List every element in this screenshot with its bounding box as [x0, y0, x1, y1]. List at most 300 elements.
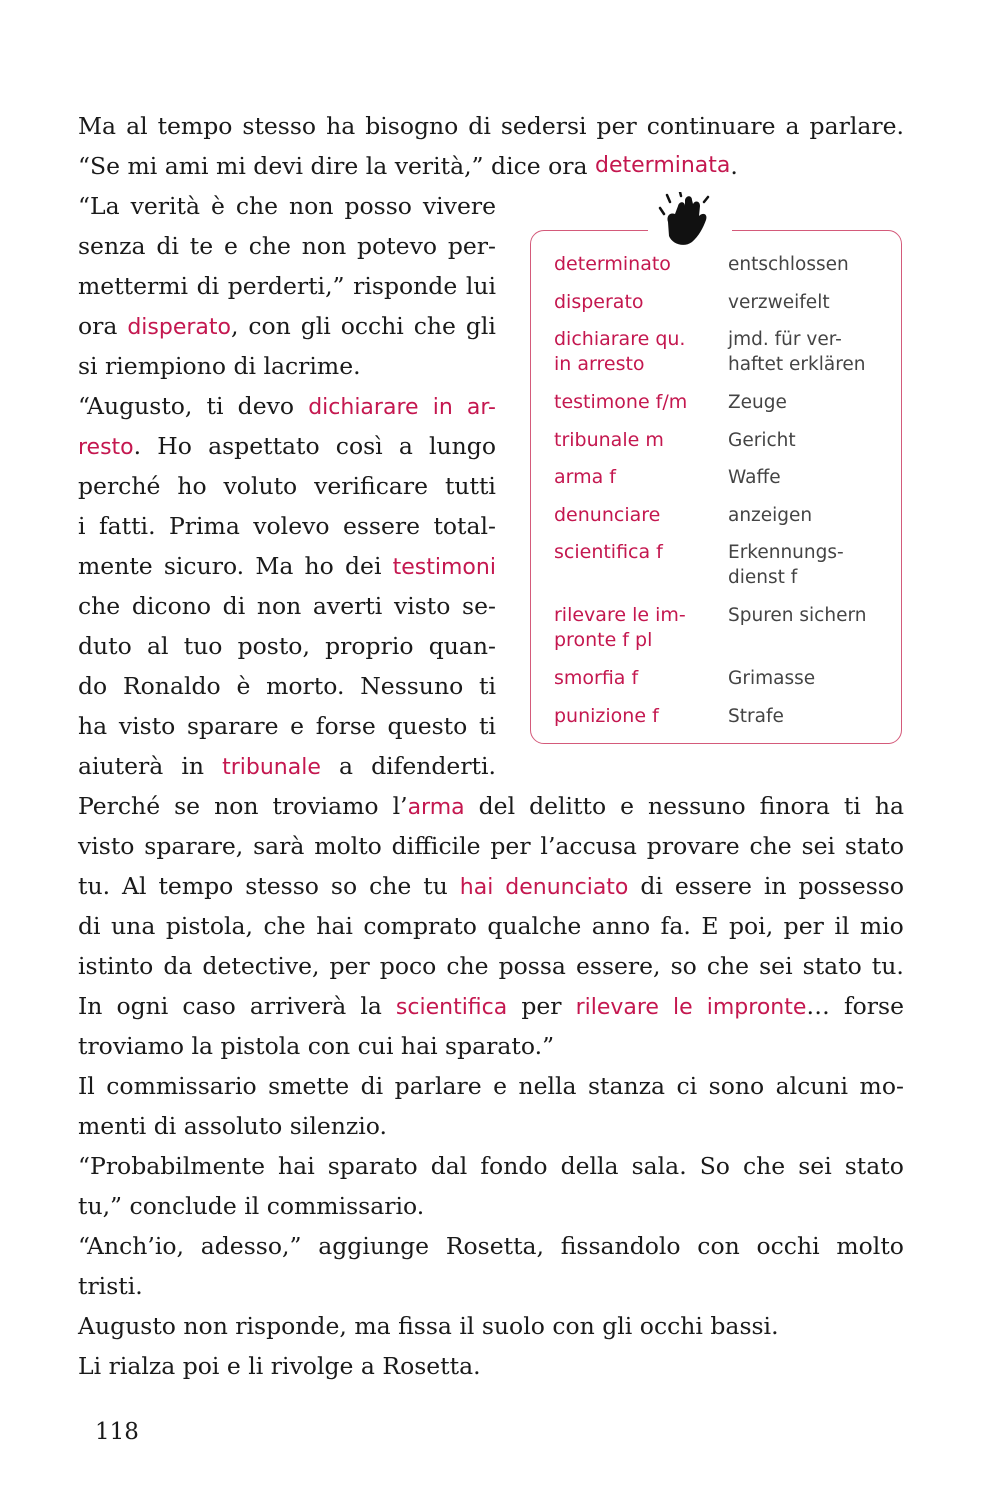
- word: [78, 426, 141, 466]
- word-part: Ma: [255, 552, 294, 580]
- word: [119, 706, 175, 746]
- word-part: comprato: [363, 912, 477, 940]
- glossary-term: [554, 503, 722, 528]
- glossary-term: [554, 390, 722, 415]
- word: [238, 386, 294, 426]
- word: [860, 906, 904, 946]
- word: [343, 506, 420, 546]
- word-part: molto: [836, 1232, 904, 1260]
- word: [671, 946, 697, 986]
- text-line: [78, 1226, 904, 1266]
- word-part: aspettato: [208, 432, 320, 460]
- word: [99, 506, 156, 546]
- word-part: vivere: [422, 192, 496, 220]
- word-part: e: [223, 232, 238, 260]
- word-part: stato: [844, 832, 904, 860]
- word-part: stesso: [242, 112, 317, 140]
- word-part: che: [706, 952, 750, 980]
- word: [760, 786, 830, 826]
- word-part: che: [413, 312, 456, 340]
- word-part: fissandolo: [560, 1232, 681, 1260]
- word: [78, 106, 116, 146]
- word-part: della: [560, 1152, 619, 1180]
- word: [318, 1226, 429, 1266]
- word: [505, 866, 628, 906]
- word-part: poi,: [728, 912, 774, 940]
- text-line: [78, 1346, 904, 1386]
- word: [164, 546, 244, 586]
- word: [803, 946, 862, 986]
- word: [764, 866, 787, 906]
- word: [184, 626, 223, 666]
- word-part: lungo: [429, 432, 496, 460]
- word: [78, 706, 107, 746]
- word: [325, 626, 413, 666]
- word: [182, 986, 235, 1026]
- word: [697, 1226, 739, 1266]
- glossary-translation: [728, 290, 898, 315]
- word: [341, 306, 404, 346]
- word-part: ora: [78, 312, 118, 340]
- word-part: che: [749, 832, 792, 860]
- word-part: tu.: [871, 952, 904, 980]
- word: [236, 666, 250, 706]
- word-part: il: [834, 912, 850, 940]
- word-part: total-: [433, 512, 496, 540]
- word: [521, 986, 561, 1026]
- word-part: lui: [465, 272, 496, 300]
- word: [253, 826, 304, 866]
- word-part: senza: [78, 232, 146, 260]
- word-part: arriverà: [249, 992, 347, 1020]
- word-part: che: [78, 592, 121, 620]
- word: [561, 1226, 681, 1266]
- glossary-term-highlight: rilevare: [575, 995, 659, 1020]
- word: [78, 626, 132, 666]
- word-part: Ronaldo: [122, 672, 221, 700]
- word: [331, 866, 357, 906]
- word: [106, 1066, 256, 1106]
- word: [111, 906, 155, 946]
- word-part: non: [256, 592, 302, 620]
- text-line: [78, 146, 904, 186]
- word-part: che: [446, 952, 489, 980]
- text-line: [78, 706, 496, 746]
- text-segment: .: [730, 152, 738, 180]
- word: [353, 266, 457, 306]
- word: [365, 106, 458, 146]
- word-part: che: [248, 232, 291, 260]
- word-part: ho: [304, 552, 334, 580]
- word: [78, 946, 153, 986]
- text-line: [78, 266, 496, 306]
- word-part: so: [330, 872, 358, 900]
- word: [592, 906, 650, 946]
- word-part: commissario: [106, 1072, 257, 1100]
- word: [257, 586, 301, 626]
- word: [501, 106, 587, 146]
- word: [709, 1066, 765, 1106]
- word: [750, 826, 792, 866]
- word-part: a: [785, 112, 800, 140]
- word: [314, 466, 428, 506]
- text-line: [78, 786, 904, 826]
- word-part: essere,: [575, 952, 661, 980]
- word: [314, 826, 382, 866]
- word-part: gli: [300, 312, 331, 340]
- word: [78, 306, 117, 346]
- word: [255, 546, 293, 586]
- word: [361, 1066, 384, 1106]
- word: [78, 1226, 184, 1266]
- word-part: per: [329, 952, 370, 980]
- word-part: ,: [230, 312, 239, 340]
- text-line: [78, 746, 496, 786]
- word: [446, 1226, 544, 1266]
- word-part: sparare: [186, 712, 279, 740]
- word-part: fondo: [480, 1152, 548, 1180]
- word-part: volevo: [253, 512, 330, 540]
- glossary-term: [554, 252, 722, 277]
- word-part: ti: [479, 672, 496, 700]
- word: [242, 106, 316, 146]
- word: [207, 386, 224, 426]
- word: [197, 266, 220, 306]
- glossary-translation-line: entschlossen: [728, 254, 849, 275]
- glossary-term-highlight: determinata: [595, 153, 731, 178]
- word-part: di: [196, 272, 220, 300]
- word: [223, 586, 246, 626]
- word-part: sarà: [253, 832, 305, 860]
- word: [423, 186, 496, 226]
- word: [253, 506, 329, 546]
- text-line: [78, 546, 496, 586]
- word-part: finora: [759, 792, 830, 820]
- word-part: qualche: [487, 912, 582, 940]
- word: [249, 226, 291, 266]
- word-part: “La: [78, 192, 120, 220]
- glossary-translation-line: verzweifelt: [728, 291, 830, 313]
- word: [336, 426, 383, 466]
- word-part: Al: [122, 872, 147, 900]
- glossary-term-highlight: tribunale: [222, 755, 321, 780]
- glossary-translation: [728, 252, 898, 277]
- word: [729, 906, 773, 946]
- word: [305, 546, 334, 586]
- word-part: stesso: [245, 872, 319, 900]
- word: [78, 906, 101, 946]
- glossary-term-highlight: resto: [78, 435, 134, 460]
- word: [264, 906, 306, 946]
- word: [190, 226, 213, 266]
- word-part: visto: [78, 832, 135, 860]
- word-part: forse: [843, 992, 904, 1020]
- word-part: ti: [478, 712, 496, 740]
- text-line: [78, 1306, 904, 1346]
- word: [78, 386, 192, 426]
- glossary-term-line: smorfia f: [554, 667, 639, 689]
- word: [78, 586, 120, 626]
- word: [786, 106, 800, 146]
- word: [236, 186, 278, 226]
- word-part: “Augusto,: [78, 392, 193, 420]
- word: [222, 746, 321, 786]
- word-part: possesso: [798, 872, 904, 900]
- word: [872, 946, 904, 986]
- word: [467, 386, 496, 426]
- word-part: aiuterà: [78, 752, 164, 780]
- word: [798, 1146, 831, 1186]
- word-part: ho: [177, 472, 207, 500]
- word: [632, 1146, 687, 1186]
- word: [78, 786, 160, 826]
- word-part: ogni: [116, 992, 169, 1020]
- glossary-term-line: testimone f/m: [554, 391, 688, 413]
- word-part: smette: [268, 1072, 350, 1100]
- text-line: [78, 1266, 904, 1306]
- word-part: anno: [591, 912, 651, 940]
- word-part: visto: [393, 592, 451, 620]
- word-part: sei: [759, 952, 793, 980]
- text-line: [78, 866, 904, 906]
- word-part: parlare: [394, 1072, 482, 1100]
- word-part: l’: [392, 792, 408, 820]
- word-part: proprio: [325, 632, 414, 660]
- word: [224, 226, 238, 266]
- word-part: se: [174, 792, 201, 820]
- word: [759, 946, 792, 986]
- word: [448, 226, 496, 266]
- word-part: al: [146, 632, 169, 660]
- word-part: del: [478, 792, 516, 820]
- word: [290, 706, 304, 746]
- word: [399, 426, 413, 466]
- word-part: E: [701, 912, 719, 940]
- word: [479, 706, 496, 746]
- word: [757, 1226, 820, 1266]
- word: [211, 186, 225, 226]
- word-part: posto,: [237, 632, 310, 660]
- word: [131, 186, 200, 226]
- glossary-translation-line: dienst f: [728, 567, 798, 588]
- word: [177, 466, 206, 506]
- word-part: “Probabilmente: [78, 1152, 266, 1180]
- word-part: fa.: [660, 912, 691, 940]
- word-part: una: [111, 912, 156, 940]
- word: [640, 866, 663, 906]
- word: [675, 866, 752, 906]
- glossary-translation-line: Gericht: [728, 429, 796, 451]
- glossary-term-line: disperato: [554, 290, 644, 313]
- glossary-term: [554, 603, 722, 653]
- glossary-term-highlight: disperato: [127, 315, 231, 340]
- word: [393, 786, 465, 826]
- word-part: voluto: [223, 472, 298, 500]
- word-part: stato: [844, 1152, 904, 1180]
- word: [78, 1066, 95, 1106]
- word: [181, 746, 204, 786]
- word: [707, 986, 830, 1026]
- word-part: tuo: [183, 632, 223, 660]
- text-segment: tristi.: [78, 1272, 143, 1300]
- word: [228, 266, 345, 306]
- word-part: da: [163, 952, 193, 980]
- word: [743, 1146, 785, 1186]
- word: [776, 1066, 848, 1106]
- glossary-translation-line: Spuren sichern: [728, 605, 867, 626]
- text-segment: Li rialza poi e li rivolge a Rosetta.: [78, 1352, 481, 1380]
- word-part: è: [236, 672, 251, 700]
- word-part: hai: [316, 912, 353, 940]
- word-part: e: [290, 712, 305, 740]
- word: [344, 186, 411, 226]
- word-part: stato: [802, 952, 862, 980]
- word: [201, 1226, 302, 1266]
- word: [363, 906, 476, 946]
- word-part: So: [699, 1152, 730, 1180]
- text-line: [78, 826, 904, 866]
- text-line: [78, 1106, 904, 1146]
- word: [301, 306, 331, 346]
- word-part: possa: [498, 952, 566, 980]
- word: [316, 706, 376, 746]
- glossary-term: [554, 428, 722, 453]
- word-part: tempo: [157, 112, 233, 140]
- word-part: duto: [78, 632, 132, 660]
- word: [248, 306, 290, 346]
- word-part: nella: [518, 1072, 577, 1100]
- word-part: devo: [237, 392, 295, 420]
- word: [462, 586, 496, 626]
- word: [158, 106, 233, 146]
- word-part: Ho: [157, 432, 192, 460]
- glossary-term-highlight: ar-: [466, 395, 496, 420]
- glossary-term: [554, 465, 722, 490]
- word-part: sala.: [631, 1152, 687, 1180]
- word-part: in: [181, 752, 205, 780]
- word: [445, 466, 496, 506]
- glossary-term-highlight: dichiarare: [308, 395, 419, 420]
- word-part: poco: [379, 952, 437, 980]
- word-part: verificare: [314, 472, 429, 500]
- word-part: tutti: [444, 472, 496, 500]
- glossary-term-line: denunciare: [554, 503, 661, 526]
- word: [328, 1146, 418, 1186]
- text-line: [78, 1186, 904, 1226]
- word: [396, 986, 507, 1026]
- word-part: a: [398, 432, 413, 460]
- word-part: molto: [314, 832, 382, 860]
- text-line: [78, 666, 496, 706]
- word-part: sedersi: [500, 112, 587, 140]
- text-segment: troviamo la pistola con cui hai sparato.”: [78, 1032, 555, 1060]
- word-part: di: [468, 112, 491, 140]
- word-part: gli: [465, 312, 496, 340]
- word-part: per: [490, 832, 531, 860]
- word-part: in: [763, 872, 787, 900]
- word-part: dal: [430, 1152, 468, 1180]
- word-part: di: [222, 592, 246, 620]
- word-part: Nessuno: [360, 672, 464, 700]
- word-part: Ma: [78, 112, 117, 140]
- word-part: potevo: [357, 232, 438, 260]
- word-part: .: [133, 432, 142, 460]
- word-part: ha: [326, 112, 356, 140]
- word: [78, 266, 188, 306]
- glossary-term-line: arma f: [554, 466, 617, 488]
- word: [479, 786, 515, 826]
- word-part: sparato: [327, 1152, 418, 1180]
- glossary-translation-line: haftet erklären: [728, 354, 866, 375]
- word-part: dei: [345, 552, 382, 580]
- word: [268, 1066, 349, 1106]
- text-line: [78, 1146, 904, 1186]
- word: [499, 946, 566, 986]
- word: [588, 1066, 665, 1106]
- word: [187, 706, 279, 746]
- word: [707, 946, 749, 986]
- word: [701, 906, 718, 946]
- word: [487, 906, 581, 946]
- glossary-term-line: punizione f: [554, 704, 659, 727]
- word: [158, 866, 233, 906]
- glossary-translation: [728, 327, 898, 377]
- word: [834, 906, 849, 946]
- text-line: [78, 346, 496, 386]
- text-line: [78, 186, 496, 226]
- word-part: mo-: [859, 1072, 904, 1100]
- word-part: verità: [130, 192, 200, 220]
- glossary-translation-line: jmd. für ver-: [728, 329, 842, 350]
- word-part: tempo: [158, 872, 234, 900]
- word: [316, 906, 353, 946]
- text-line: [78, 226, 496, 266]
- word: [345, 546, 381, 586]
- glossary-term-highlight: impronte: [706, 995, 807, 1020]
- word-part: di: [156, 232, 179, 260]
- word: [493, 1066, 507, 1106]
- text-segment: si riempiono di lacrime.: [78, 352, 361, 380]
- word-part: forse: [315, 712, 376, 740]
- text-line: [78, 586, 496, 626]
- word-part: troviamo: [272, 792, 379, 820]
- text-line: [78, 1026, 904, 1066]
- text-line: [78, 946, 904, 986]
- word: [78, 1146, 265, 1186]
- word-part: pistola,: [165, 912, 254, 940]
- word: [266, 666, 344, 706]
- word-part: aggiunge: [318, 1232, 430, 1260]
- word-part: difenderti.: [371, 752, 496, 780]
- word-part: sparare,: [144, 832, 244, 860]
- word: [661, 906, 691, 946]
- word-part: difficile: [391, 832, 481, 860]
- glossary-term-line: determinato: [554, 253, 671, 275]
- word: [78, 186, 120, 226]
- text-line: [78, 426, 496, 466]
- word-part: averti: [312, 592, 383, 620]
- word-part: delitto: [529, 792, 607, 820]
- word: [371, 746, 496, 786]
- word-part: In: [78, 992, 103, 1020]
- word-part: ti: [206, 392, 224, 420]
- word: [518, 1066, 576, 1106]
- word: [433, 386, 453, 426]
- word: [313, 586, 382, 626]
- word-part: che: [235, 192, 279, 220]
- word: [414, 306, 456, 346]
- glossary-term-highlight: hai: [459, 875, 494, 900]
